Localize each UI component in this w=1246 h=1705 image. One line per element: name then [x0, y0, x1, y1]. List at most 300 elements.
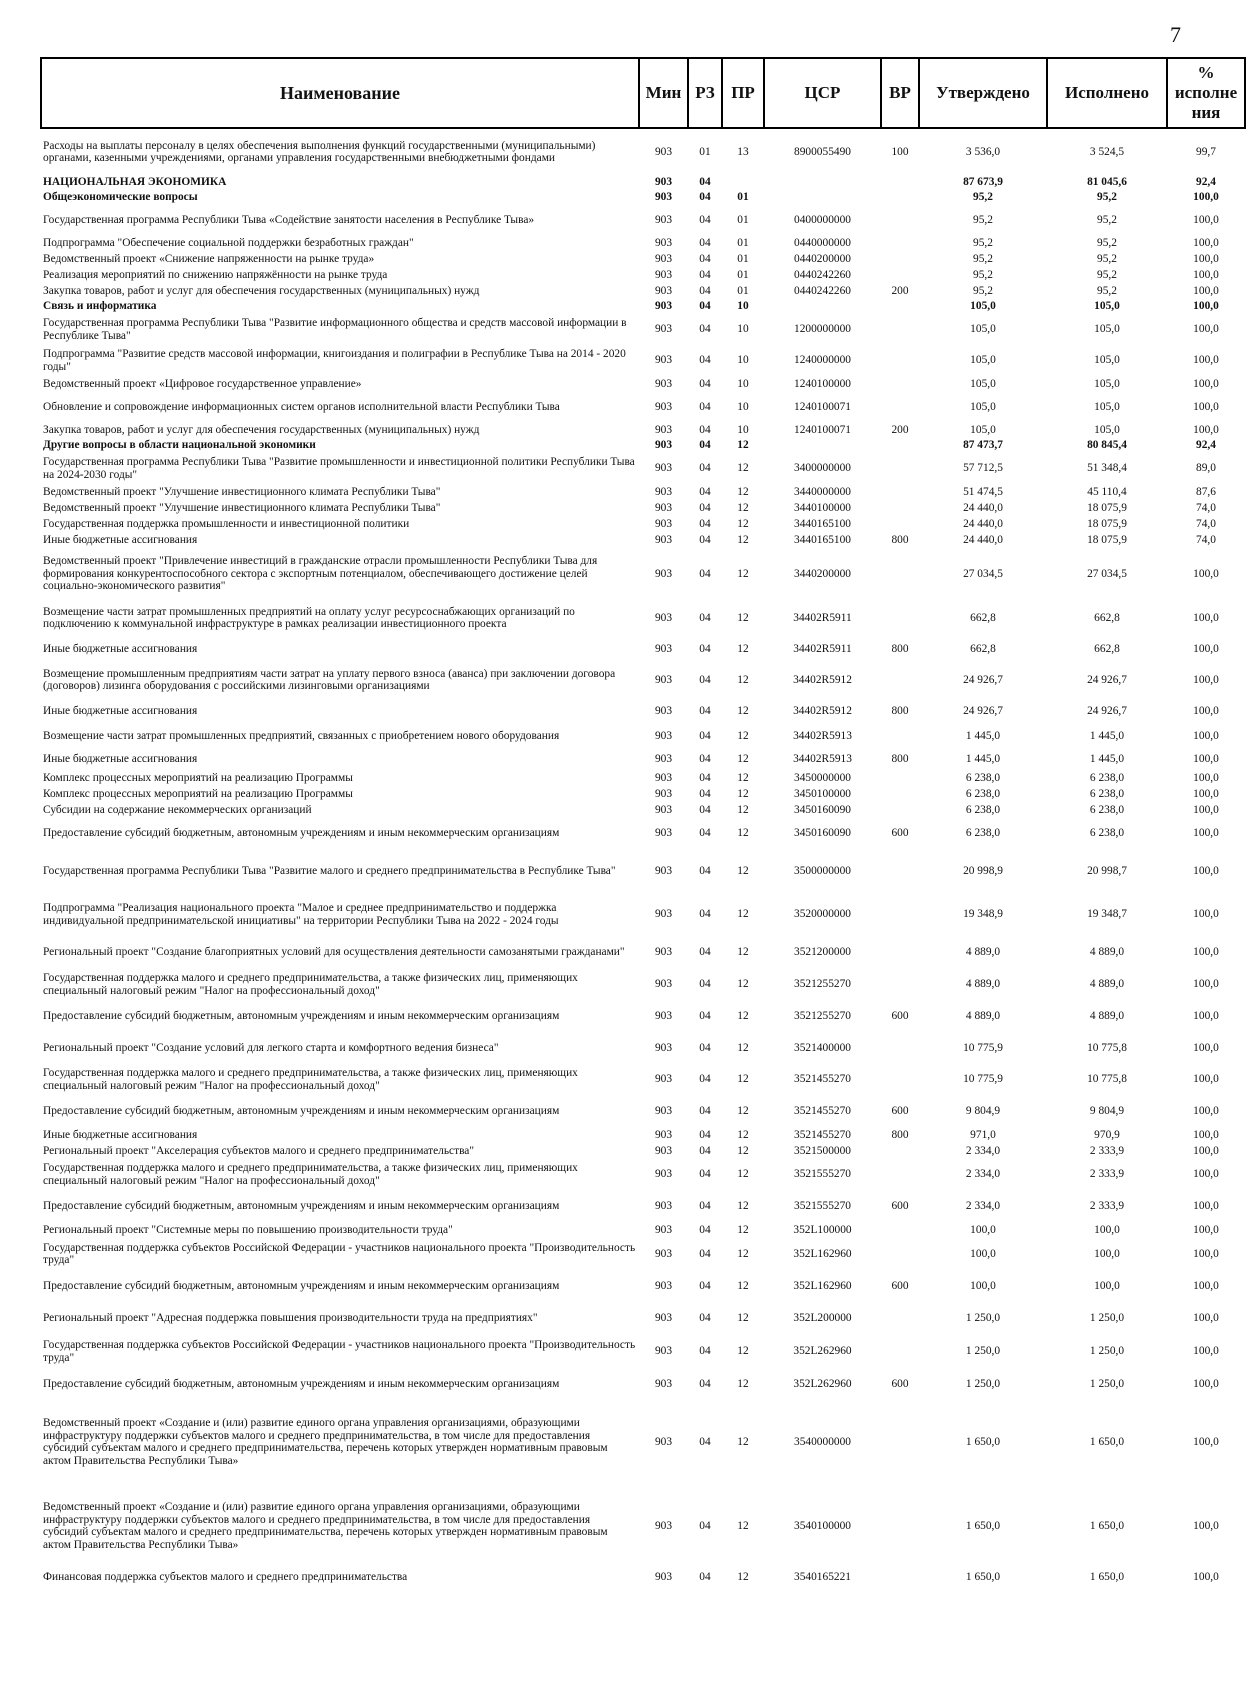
cell-name: Закупка товаров, работ и услуг для обеспечения государственных (муниципальных) нужд	[43, 423, 480, 436]
cell-min: 903	[654, 533, 673, 546]
cell-min: 903	[654, 611, 673, 624]
cell-csr: 3521500000	[794, 1144, 851, 1157]
cell-rz: 04	[699, 354, 711, 367]
cell-vr	[881, 724, 919, 748]
cell-pr: 12	[737, 1519, 749, 1532]
cell-rz: 04	[699, 826, 711, 839]
cell-name: Государственная поддержка малого и среднего предпринимательства, а также физических лиц, применяющих специальный налоговый режим "Налог на профессиональный доход"	[43, 972, 578, 997]
cell-pr: 12	[737, 729, 749, 742]
cell-csr: 3450000000	[794, 771, 851, 784]
table-row	[41, 748, 1245, 770]
cell-vr: 800	[891, 1128, 909, 1141]
cell-percent: 100,0	[1193, 1377, 1219, 1390]
cell-executed: 105,0	[1094, 323, 1120, 336]
cell-name: Финансовая поддержка субъектов малого и среднего предпринимательства	[43, 1570, 408, 1583]
table-row	[41, 548, 1245, 600]
cell-approved: 27 034,5	[963, 567, 1003, 580]
cell-executed: 2 333,9	[1089, 1144, 1125, 1157]
cell-vr	[881, 299, 919, 314]
cell-rz: 04	[699, 864, 711, 877]
cell-executed: 4 889,0	[1089, 945, 1125, 958]
cell-approved: 100,0	[970, 1223, 996, 1236]
cell-csr: 0440242260	[794, 284, 851, 297]
cell-executed: 24 926,7	[1087, 673, 1127, 686]
cell-rz: 04	[699, 1279, 711, 1292]
cell-percent: 74,0	[1196, 533, 1216, 546]
cell-vr: 800	[891, 704, 909, 717]
cell-vr	[881, 1143, 919, 1159]
cell-vr	[881, 1159, 919, 1190]
cell-name: Государственная программа Республики Тыва "Развитие информационного общества и средств массовой информации в Республике Тыва"	[43, 317, 627, 342]
cell-min: 903	[654, 1104, 673, 1117]
table-row	[41, 532, 1245, 548]
cell-executed: 2 333,9	[1089, 1199, 1125, 1212]
cell-executed: 95,2	[1097, 191, 1117, 204]
table-row	[41, 1127, 1245, 1143]
cell-csr: 352L200000	[793, 1312, 852, 1325]
cell-name: Иные бюджетные ассигнования	[43, 1128, 198, 1141]
table-row	[41, 636, 1245, 662]
cell-percent: 100,0	[1193, 236, 1219, 249]
cell-percent: 100,0	[1193, 1570, 1219, 1583]
cell-percent: 100,0	[1193, 213, 1219, 226]
cell-name: Ведомственный проект "Привлечение инвестиций в гражданские отрасли промышленности Республики Тыва для формирования конкурентоспособного сектора с экспортным потенциалом, обеспечивающего достижение целей социально-экономического развития"	[43, 555, 598, 593]
cell-executed: 4 889,0	[1089, 978, 1125, 991]
cell-name: Ведомственный проект «Создание и (или) развитие единого органа управления организациями, образующими инфраструктуру поддержки субъектов малого и среднего предпринимательства, в том числе для предоставления субсидий субъектам малого и среднего предпринимательства, перечень которых утвержден нормативным правовым актом Правительства Республики Тыва»	[43, 1417, 608, 1467]
cell-min: 903	[654, 908, 673, 921]
cell-rz: 04	[699, 400, 711, 413]
cell-approved: 95,2	[973, 284, 993, 297]
cell-name: Предоставление субсидий бюджетным, автономным учреждениям и иным некоммерческим организациям	[43, 1104, 560, 1117]
budget-table	[40, 57, 1246, 1586]
cell-rz: 04	[699, 978, 711, 991]
cell-csr: 3440100000	[794, 501, 851, 514]
cell-min: 903	[654, 771, 673, 784]
cell-percent: 100,0	[1193, 787, 1219, 800]
cell-vr	[881, 548, 919, 600]
cell-vr	[881, 1222, 919, 1238]
cell-pr: 12	[737, 567, 749, 580]
table-row	[41, 1484, 1245, 1568]
cell-min: 903	[654, 323, 673, 336]
cell-name: Предоставление субсидий бюджетным, автономным учреждениям и иным некоммерческим организациям	[43, 1199, 560, 1212]
cell-pr: 12	[737, 1377, 749, 1390]
cell-vr	[881, 1238, 919, 1270]
cell-executed: 1 250,0	[1089, 1345, 1125, 1358]
cell-name: Региональный проект "Системные меры по повышению производительности труда"	[43, 1223, 453, 1236]
cell-name: Другие вопросы в области национальной экономики	[43, 439, 316, 452]
cell-approved: 1 250,0	[965, 1345, 1001, 1358]
cell-name: Государственная программа Республики Тыва «Содействие занятости населения в Республике Тыва»	[43, 213, 535, 226]
table-row	[41, 453, 1245, 484]
cell-pr: 10	[737, 323, 749, 336]
cell-min: 903	[654, 864, 673, 877]
cell-min: 903	[654, 1223, 673, 1236]
cell-vr	[881, 500, 919, 516]
cell-percent: 100,0	[1193, 377, 1219, 390]
cell-approved: 4 889,0	[965, 1009, 1001, 1022]
cell-percent: 100,0	[1193, 1128, 1219, 1141]
cell-approved: 95,2	[973, 252, 993, 265]
header-rz: РЗ	[688, 58, 722, 128]
cell-percent: 100,0	[1193, 1041, 1219, 1054]
cell-csr: 3440000000	[794, 485, 851, 498]
table-row	[41, 1064, 1245, 1095]
cell-executed: 18 075,9	[1087, 517, 1127, 530]
table-row	[41, 422, 1245, 438]
cell-name: Общеэкономические вопросы	[43, 191, 198, 204]
cell-name: Государственная поддержка промышленности и инвестиционной политики	[43, 517, 410, 530]
cell-rz: 04	[699, 771, 711, 784]
cell-csr: 3521400000	[794, 1041, 851, 1054]
cell-vr	[881, 314, 919, 345]
table-row	[41, 1368, 1245, 1400]
cell-percent: 100,0	[1193, 1247, 1219, 1260]
cell-name: Расходы на выплаты персоналу в целях обеспечения выполнения функций государственными (муниципальными) органами, казенными учреждениями, органами управления государственными внебюджетными фондами	[43, 139, 596, 164]
cell-percent: 100,0	[1193, 1168, 1219, 1181]
cell-rz: 04	[699, 803, 711, 816]
cell-vr	[881, 1568, 919, 1586]
cell-rz: 04	[699, 268, 711, 281]
cell-vr	[881, 1064, 919, 1095]
cell-min: 903	[654, 1312, 673, 1325]
cell-approved: 10 775,9	[963, 1073, 1003, 1086]
cell-vr	[881, 1335, 919, 1368]
cell-percent: 100,0	[1193, 284, 1219, 297]
cell-vr: 200	[891, 423, 909, 436]
cell-approved: 6 238,0	[965, 787, 1001, 800]
cell-min: 903	[654, 1041, 673, 1054]
cell-name: Предоставление субсидий бюджетным, автономным учреждениям и иным некоммерческим организациям	[43, 1377, 560, 1390]
cell-pr: 01	[737, 252, 749, 265]
header-name: Наименование	[41, 58, 639, 128]
cell-approved: 57 712,5	[963, 462, 1003, 475]
cell-min: 903	[654, 501, 673, 514]
table-row	[41, 392, 1245, 422]
cell-name: Государственная программа Республики Тыва "Развитие малого и среднего предпринимательства в Республике Тыва"	[43, 864, 616, 877]
cell-min: 903	[654, 268, 673, 281]
cell-csr: 34402R5912	[793, 673, 852, 686]
cell-percent: 87,6	[1196, 485, 1216, 498]
cell-vr	[881, 848, 919, 894]
cell-percent: 100,0	[1193, 1279, 1219, 1292]
cell-vr: 100	[891, 145, 909, 158]
table-row	[41, 314, 1245, 345]
cell-executed: 80 845,4	[1087, 439, 1127, 452]
cell-rz: 04	[699, 176, 711, 189]
cell-executed: 4 889,0	[1089, 1009, 1125, 1022]
cell-approved: 1 650,0	[965, 1570, 1001, 1583]
table-row	[41, 500, 1245, 516]
cell-percent: 99,7	[1196, 145, 1216, 158]
cell-pr: 12	[737, 501, 749, 514]
cell-name: Государственная поддержка малого и среднего предпринимательства, а также физических лиц, применяющих специальный налоговый режим "Налог на профессиональный доход"	[43, 1067, 578, 1092]
cell-pr: 12	[737, 787, 749, 800]
cell-executed: 6 238,0	[1089, 826, 1125, 839]
cell-approved: 95,2	[973, 236, 993, 249]
cell-approved: 95,2	[973, 191, 993, 204]
cell-executed: 6 238,0	[1089, 771, 1125, 784]
cell-pr: 01	[737, 191, 749, 204]
cell-percent: 100,0	[1193, 191, 1219, 204]
cell-name: Иные бюджетные ассигнования	[43, 704, 198, 717]
cell-pr: 12	[737, 1312, 749, 1325]
cell-vr	[881, 190, 919, 205]
cell-vr: 600	[891, 1279, 909, 1292]
header-percent: % исполне ния	[1167, 58, 1245, 128]
cell-name: Субсидии на содержание некоммерческих организаций	[43, 803, 312, 816]
cell-csr: 3500000000	[794, 864, 851, 877]
table-row	[41, 235, 1245, 251]
header-min: Мин	[639, 58, 688, 128]
cell-pr: 12	[737, 1199, 749, 1212]
cell-percent: 100,0	[1193, 400, 1219, 413]
cell-pr: 01	[737, 213, 749, 226]
cell-approved: 105,0	[970, 300, 996, 313]
cell-vr	[881, 345, 919, 376]
cell-rz: 04	[699, 485, 711, 498]
table-row	[41, 128, 1245, 175]
cell-pr: 12	[737, 1104, 749, 1117]
cell-executed: 1 445,0	[1089, 752, 1125, 765]
cell-executed: 24 926,7	[1087, 704, 1127, 717]
cell-csr: 3450160090	[794, 826, 851, 839]
cell-approved: 6 238,0	[965, 771, 1001, 784]
cell-min: 903	[654, 1009, 673, 1022]
cell-pr: 12	[737, 1345, 749, 1358]
cell-min: 903	[654, 1435, 673, 1448]
table-row	[41, 818, 1245, 848]
table-row	[41, 484, 1245, 500]
cell-approved: 19 348,9	[963, 908, 1003, 921]
cell-min: 903	[654, 252, 673, 265]
cell-min: 903	[654, 803, 673, 816]
cell-approved: 51 474,5	[963, 485, 1003, 498]
cell-approved: 105,0	[970, 323, 996, 336]
cell-name: Региональный проект "Адресная поддержка повышения производительности труда на предприятиях"	[43, 1312, 538, 1325]
cell-percent: 100,0	[1193, 908, 1219, 921]
cell-csr: 1200000000	[794, 323, 851, 336]
cell-pr: 01	[737, 268, 749, 281]
cell-percent: 100,0	[1193, 423, 1219, 436]
cell-csr: 352L162960	[793, 1279, 852, 1292]
cell-min: 903	[654, 1247, 673, 1260]
cell-executed: 18 075,9	[1087, 501, 1127, 514]
cell-vr: 800	[891, 752, 909, 765]
cell-rz: 04	[699, 642, 711, 655]
cell-executed: 100,0	[1094, 1223, 1120, 1236]
cell-percent: 100,0	[1193, 826, 1219, 839]
cell-executed: 27 034,5	[1087, 567, 1127, 580]
cell-name: Иные бюджетные ассигнования	[43, 533, 198, 546]
cell-percent: 100,0	[1193, 945, 1219, 958]
cell-vr	[881, 969, 919, 1000]
cell-percent: 100,0	[1193, 1144, 1219, 1157]
cell-executed: 105,0	[1094, 354, 1120, 367]
table-row	[41, 1270, 1245, 1302]
cell-name: Предоставление субсидий бюджетным, автономным учреждениям и иным некоммерческим организациям	[43, 1009, 560, 1022]
cell-csr: 1240100071	[794, 400, 851, 413]
cell-rz: 04	[699, 213, 711, 226]
cell-name: Государственная поддержка субъектов Российской Федерации - участников национального проекта "Производительность труда"	[43, 1339, 636, 1364]
cell-percent: 100,0	[1193, 673, 1219, 686]
cell-pr: 01	[737, 284, 749, 297]
cell-pr: 12	[737, 803, 749, 816]
cell-pr: 12	[737, 864, 749, 877]
cell-approved: 105,0	[970, 354, 996, 367]
cell-name: Подпрограмма "Обеспечение социальной поддержки безработных граждан"	[43, 236, 414, 249]
header-executed: Исполнено	[1047, 58, 1167, 128]
cell-approved: 1 250,0	[965, 1377, 1001, 1390]
table-row	[41, 724, 1245, 748]
cell-pr: 12	[737, 752, 749, 765]
cell-percent: 89,0	[1196, 462, 1216, 475]
cell-vr	[881, 267, 919, 283]
cell-pr: 12	[737, 673, 749, 686]
cell-pr: 12	[737, 908, 749, 921]
cell-pr: 10	[737, 400, 749, 413]
table-row	[41, 1238, 1245, 1270]
cell-vr	[881, 935, 919, 969]
cell-approved: 24 926,7	[963, 673, 1003, 686]
cell-vr	[881, 175, 919, 190]
cell-executed: 1 250,0	[1089, 1377, 1125, 1390]
cell-rz: 04	[699, 462, 711, 475]
table-row	[41, 1568, 1245, 1586]
table-row	[41, 786, 1245, 802]
cell-name: Региональный проект "Создание условий для легкого старта и комфортного ведения бизнеса"	[43, 1041, 499, 1054]
cell-csr: 3450160090	[794, 803, 851, 816]
cell-name: Иные бюджетные ассигнования	[43, 642, 198, 655]
cell-csr: 1240100071	[794, 423, 851, 436]
cell-name: Региональный проект "Создание благоприятных условий для осуществления деятельности самозанятыми гражданами"	[43, 945, 625, 958]
cell-pr: 12	[737, 485, 749, 498]
cell-percent: 100,0	[1193, 1073, 1219, 1086]
table-row	[41, 345, 1245, 376]
cell-csr: 8900055490	[794, 145, 851, 158]
cell-min: 903	[654, 462, 673, 475]
cell-name: Закупка товаров, работ и услуг для обеспечения государственных (муниципальных) нужд	[43, 284, 480, 297]
table-row	[41, 190, 1245, 205]
cell-rz: 04	[699, 533, 711, 546]
cell-rz: 01	[699, 145, 711, 158]
cell-percent: 74,0	[1196, 501, 1216, 514]
table-row	[41, 1032, 1245, 1064]
cell-csr: 3450100000	[794, 787, 851, 800]
cell-csr: 0440200000	[794, 252, 851, 265]
cell-rz: 04	[699, 1073, 711, 1086]
table-row	[41, 802, 1245, 818]
cell-csr	[764, 438, 881, 453]
cell-rz: 04	[699, 908, 711, 921]
cell-name: Государственная программа Республики Тыва "Развитие промышленности и инвестиционной политики Республики Тыва на 2024-2030 годы"	[43, 456, 635, 481]
cell-approved: 100,0	[970, 1247, 996, 1260]
cell-min: 903	[654, 284, 673, 297]
cell-rz: 04	[699, 1168, 711, 1181]
cell-csr: 3521455270	[794, 1128, 851, 1141]
table-row	[41, 1159, 1245, 1190]
cell-executed: 18 075,9	[1087, 533, 1127, 546]
cell-approved: 105,0	[970, 423, 996, 436]
cell-executed: 81 045,6	[1087, 176, 1127, 189]
cell-percent: 100,0	[1193, 1199, 1219, 1212]
cell-rz: 04	[699, 1144, 711, 1157]
cell-percent: 100,0	[1193, 771, 1219, 784]
cell-rz: 04	[699, 1128, 711, 1141]
cell-name: Ведомственный проект «Создание и (или) развитие единого органа управления организациями, образующими инфраструктуру поддержки субъектов малого и среднего предпринимательства, в том числе для предоставления субсидий субъектам малого и среднего предпринимательства, перечень которых утвержден нормативным правовым актом Правительства Республики Тыва»	[43, 1501, 608, 1551]
cell-vr: 800	[891, 642, 909, 655]
cell-csr	[764, 190, 881, 205]
cell-min: 903	[654, 191, 673, 204]
cell-min: 903	[654, 978, 673, 991]
table-row	[41, 600, 1245, 636]
cell-approved: 24 440,0	[963, 533, 1003, 546]
cell-rz: 04	[699, 323, 711, 336]
cell-approved: 2 334,0	[965, 1144, 1001, 1157]
cell-percent: 100,0	[1193, 300, 1219, 313]
cell-pr: 12	[737, 826, 749, 839]
cell-name: Возмещение промышленным предприятиям части затрат на уплату первого взноса (аванса) при заключении договора (договоров) лизинга оборудования с российскими лизинговыми организациями	[43, 667, 616, 692]
cell-approved: 95,2	[973, 213, 993, 226]
cell-csr: 1240000000	[794, 354, 851, 367]
cell-executed: 1 650,0	[1089, 1519, 1125, 1532]
cell-executed: 9 804,9	[1089, 1104, 1125, 1117]
cell-approved: 1 250,0	[965, 1312, 1001, 1325]
cell-percent: 100,0	[1193, 642, 1219, 655]
cell-pr: 10	[737, 300, 749, 313]
cell-percent: 100,0	[1193, 1312, 1219, 1325]
cell-executed: 95,2	[1097, 284, 1117, 297]
table-row	[41, 205, 1245, 235]
cell-name: Государственная поддержка субъектов Российской Федерации - участников национального проекта "Производительность труда"	[43, 1241, 636, 1266]
table-row	[41, 698, 1245, 724]
table-row	[41, 376, 1245, 392]
cell-executed: 95,2	[1097, 213, 1117, 226]
cell-rz: 04	[699, 517, 711, 530]
cell-rz: 04	[699, 611, 711, 624]
cell-approved: 2 334,0	[965, 1168, 1001, 1181]
cell-csr: 352L262960	[793, 1377, 852, 1390]
cell-approved: 9 804,9	[965, 1104, 1001, 1117]
cell-rz: 04	[699, 787, 711, 800]
cell-vr	[881, 376, 919, 392]
table-row	[41, 1400, 1245, 1484]
cell-min: 903	[654, 354, 673, 367]
cell-pr	[722, 175, 764, 190]
cell-vr: 600	[891, 1104, 909, 1117]
cell-approved: 662,8	[970, 611, 996, 624]
cell-min: 903	[654, 752, 673, 765]
cell-rz: 04	[699, 1435, 711, 1448]
cell-min: 903	[654, 439, 673, 452]
cell-approved: 100,0	[970, 1279, 996, 1292]
cell-pr: 12	[737, 1041, 749, 1054]
table-row	[41, 438, 1245, 453]
cell-vr	[881, 802, 919, 818]
cell-min: 903	[654, 213, 673, 226]
cell-executed: 20 998,7	[1087, 864, 1127, 877]
table-row	[41, 1143, 1245, 1159]
cell-min: 903	[654, 729, 673, 742]
table-row	[41, 770, 1245, 786]
cell-rz: 04	[699, 704, 711, 717]
table-row	[41, 1000, 1245, 1032]
cell-pr: 12	[737, 611, 749, 624]
cell-name: Связь и информатика	[43, 300, 157, 313]
cell-csr: 0440000000	[794, 236, 851, 249]
cell-min: 903	[654, 1570, 673, 1583]
cell-csr: 3521200000	[794, 945, 851, 958]
